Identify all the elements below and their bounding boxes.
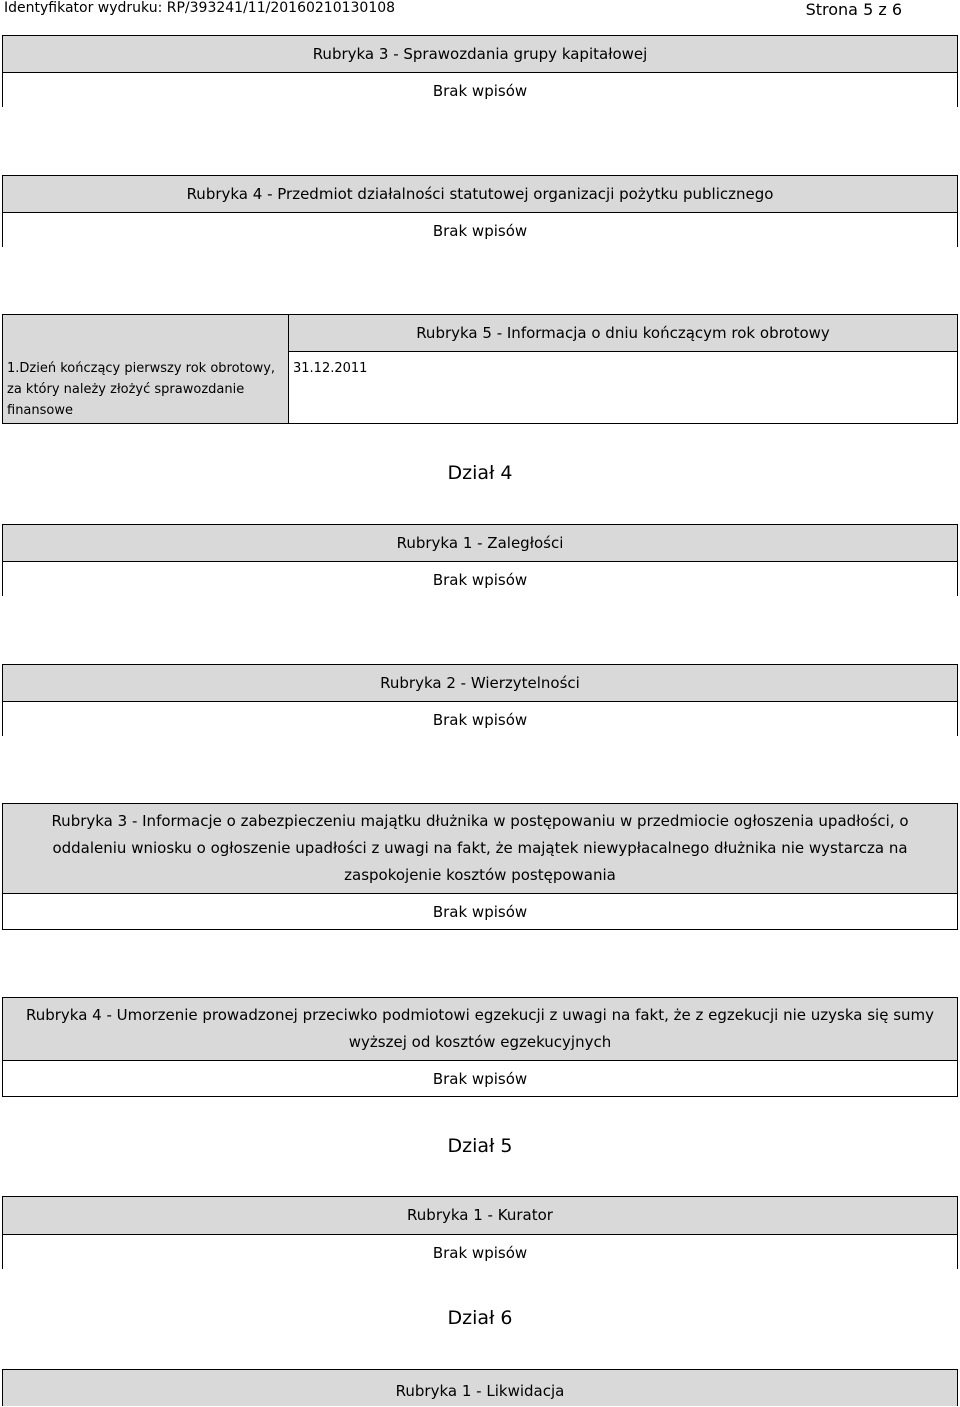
rubryka-value: Brak wpisów — [3, 1061, 957, 1096]
dzial-4-rubryka-2 — [2, 664, 958, 736]
print-identifier: Identyfikator wydruku: RP/393241/11/20160210130108 — [4, 0, 396, 16]
dzial-4-rubryka-1 — [2, 524, 958, 596]
rubryka-title: Rubryka 2 - Wierzytelności — [3, 665, 957, 702]
rubryka-5-value: 31.12.2011 — [293, 361, 368, 376]
rubryka-5-value-cell — [289, 352, 957, 423]
rubryka-title: Rubryka 4 - Umorzenie prowadzonej przeciwko podmiotowi egzekucji z uwagi na fakt, że z egzekucji nie uzyska się sumy wyższej od kosztów egzekucyjnych — [3, 998, 957, 1061]
rubryka-title: Rubryka 4 - Przedmiot działalności statutowej organizacji pożytku publicznego — [3, 176, 957, 213]
dzial-4-rubryka-3 — [2, 803, 958, 930]
dzial-6-rubryka-1 — [2, 1369, 958, 1406]
rubryka-5-title: Rubryka 5 - Informacja o dniu kończącym rok obrotowy — [289, 315, 957, 352]
dzial-6-title: Dział 6 — [447, 1307, 513, 1329]
rubryka-title: Rubryka 3 - Sprawozdania grupy kapitałowej — [3, 36, 957, 73]
rubryka-value: Brak wpisów — [3, 702, 957, 737]
rubryka-value: Brak wpisów — [3, 1235, 957, 1270]
dzial-4-rubryka-4 — [2, 997, 958, 1097]
rubryka-title: Rubryka 1 - Zaległości — [3, 525, 957, 562]
rubryka-value: Brak wpisów — [3, 562, 957, 597]
rubryka-value: Brak wpisów — [3, 73, 957, 108]
rubryka-3-sprawozdania — [2, 35, 958, 107]
rubryka-value: Brak wpisów — [3, 213, 957, 248]
rubryka-5-label-cell — [3, 315, 289, 423]
rubryka-4-przedmiot — [2, 175, 958, 247]
page-number: Strona 5 z 6 — [805, 0, 902, 19]
rubryka-5-label: 1.Dzień kończący pierwszy rok obrotowy, za który należy złożyć sprawozdanie finansowe — [7, 361, 276, 418]
dzial-4-title: Dział 4 — [447, 462, 513, 484]
dzial-5-rubryka-1 — [2, 1196, 958, 1269]
rubryka-title: Rubryka 1 - Likwidacja — [395, 1382, 565, 1400]
rubryka-title: Rubryka 3 - Informacje o zabezpieczeniu majątku dłużnika w postępowaniu w przedmiocie ogłoszenia upadłości, o oddaleniu wniosku o ogłoszenie upadłości z uwagi na fakt, że majątek niewypłacalnego dłużnika nie wystarcza na zaspokojenie kosztów postępowania — [3, 804, 957, 894]
rubryka-value: Brak wpisów — [3, 894, 957, 929]
rubryka-5-rok-obrotowy — [2, 314, 958, 424]
dzial-5-title: Dział 5 — [447, 1135, 513, 1157]
rubryka-title: Rubryka 1 - Kurator — [3, 1197, 957, 1235]
